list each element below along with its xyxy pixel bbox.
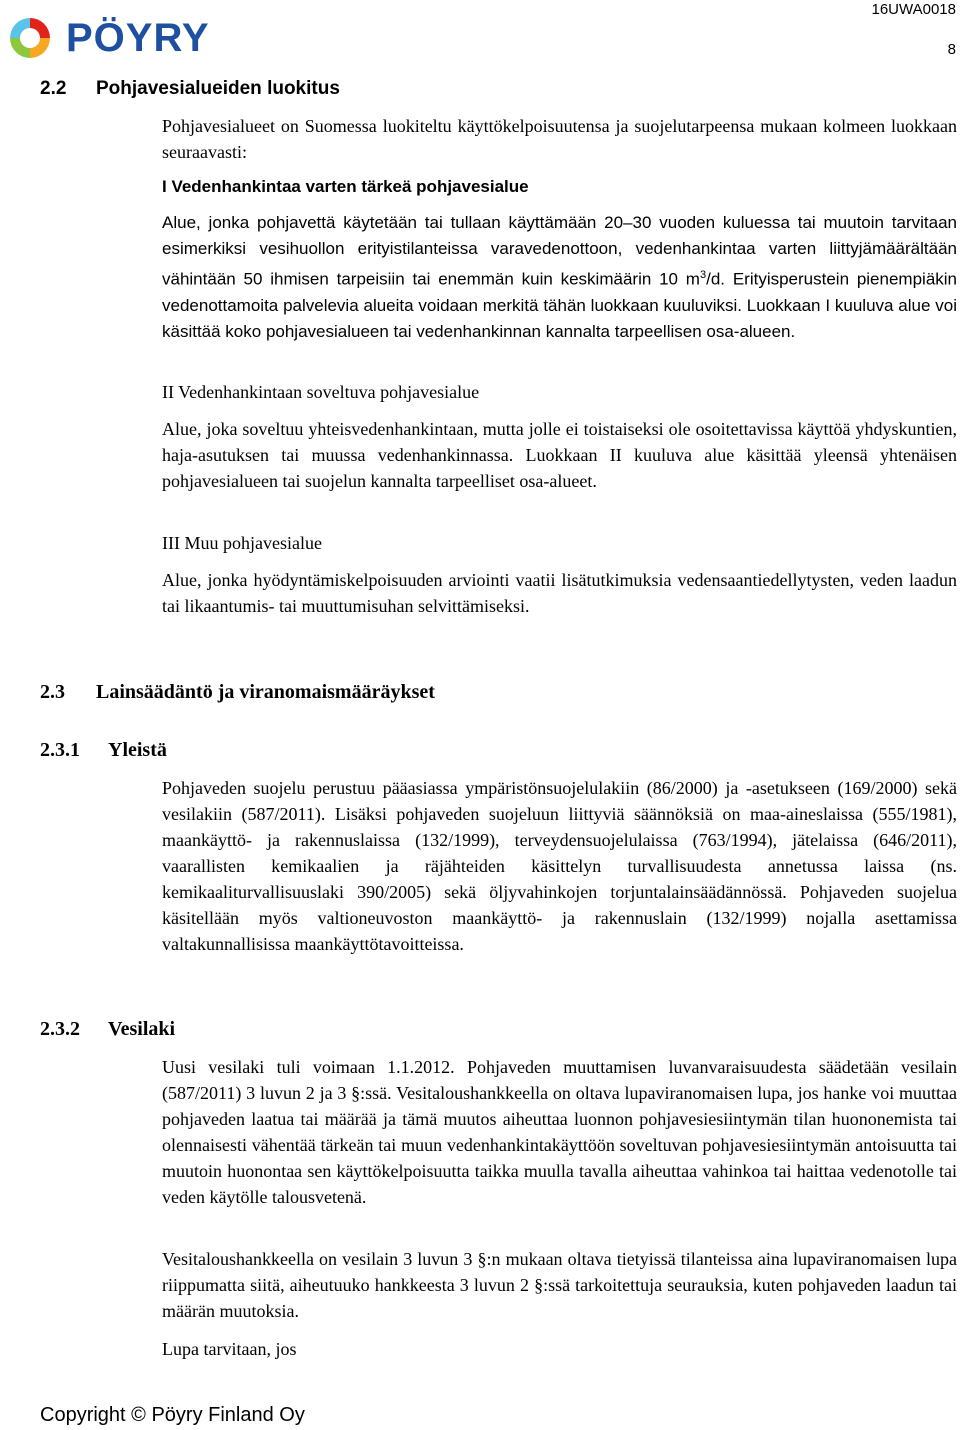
section-number: 2.3.2: [40, 1018, 80, 1040]
page-number: 8: [947, 41, 956, 58]
poyry-emblem-icon: [6, 14, 54, 62]
document-id: 16UWA0018: [871, 1, 956, 18]
yleista-paragraph: Pohjaveden suojelu perustuu pääasiassa ympäristönsuojelulakiin (86/2000) ja -asetukseen (169/2000) sekä vesilakiin (587/2011). Lisäksi pohjaveden suojeluun liittyviä säännöksiä on maa-aineslaissa (555/1981), maankäyttö- ja rakennuslaissa (132/1999), terveydensuojelulaissa (763/1994), jätelaissa (646/2011), vaarallisten kemikaalien ja räjähteiden käsittelyn turvallisuudesta annetussa laissa (ns. kemikaaliturvallisuuslaki 390/2005) sekä öljyvahinkojen torjuntalainsäädännössä. Pohjaveden suojelua käsitellään myös valtioneuvoston maankäyttö- ja rakennuslain (132/1999) nojalla asettamissa valtakunnallisissa maankäyttötavoitteissa.: [162, 778, 957, 954]
class-3-heading: III Muu pohjavesialue: [162, 533, 322, 553]
section-heading-2-3-1: [40, 740, 167, 760]
class-2-heading: II Vedenhankintaan soveltuva pohjavesialue: [162, 382, 480, 402]
class-2-paragraph: Alue, joka soveltuu yhteisvedenhankintaan, mutta jolle ei toistaiseksi ole osoitettavissa käyttöä yhdyskuntien, haja-asutuksen tai muussa vedenhankinnassa. Luokkaan II kuuluva alue käsittää yleensä yhtenäisen pohjavesialueen tai suojelun kannalta tarpeelliset osa-alueet.: [162, 419, 957, 491]
vesilaki-paragraph-1: Uusi vesilaki tuli voimaan 1.1.2012. Pohjaveden muuttamisen luvanvaraisuudesta säädetään vesilain (587/2011) 3 luvun 2 ja 3 §:ssä. Vesitaloushankkeella on oltava lupaviranomaisen lupa, jos hanke voi muuttaa pohjaveden laatua tai määrää ja tämä muutos aiheuttaa luonnon pohjavesiesiintymän tilan huononemista tai olennaisesti vähentää tärkeän tai muun vedenhankintakäyttöön soveltuvan pohjavesiesiintymän antoisuutta tai muutoin huonontaa sen käyttökelpoisuutta taikka muulla tavalla aiheuttaa vahinkoa tai haittaa vedenotolle tai veden käytölle talousvetenä.: [162, 1057, 957, 1207]
vesilaki-paragraph-3: Lupa tarvitaan, jos: [162, 1339, 297, 1359]
company-logo: [6, 14, 210, 62]
section-heading-2-3-2: [40, 1019, 175, 1039]
vesilaki-paragraph-2: Vesitaloushankkeella on vesilain 3 luvun 3 §:n mukaan oltava tietyissä tilanteissa aina lupaviranomaisen lupa riippumatta siitä, aiheutuuko hankkeesta 3 luvun 2 §:ssä tarkoitettuja seurauksia, kuten pohjaveden laadun tai määrän muutoksia.: [162, 1249, 957, 1321]
section-heading-2-3: [40, 682, 435, 702]
section-title: Vesilaki: [108, 1018, 176, 1040]
intro-paragraph: Pohjavesialueet on Suomessa luokiteltu käyttökelpoisuutensa ja suojelutarpeensa mukaan kolmeen luokkaan seuraavasti:: [162, 116, 957, 162]
logo-wordmark: PÖYRY: [66, 16, 210, 60]
footer-copyright: Copyright © Pöyry Finland Oy: [40, 1404, 305, 1426]
section-number: 2.3.1: [40, 739, 80, 761]
section-title: Lainsäädäntö ja viranomaismääräykset: [96, 681, 435, 703]
section-number: 2.2: [40, 78, 67, 99]
class-1-text-part-b: /d. Erityisperustein pienempiäkin vedenottamoita palvelevia alueita voidaan merkitä tähän luokkaan kuuluviksi. Luokkaan I kuuluva alue voi käsittää koko pohjavesialueen tai vedenhankinnan kannalta tarpeellisen osa-alueen.: [162, 269, 958, 341]
class-3-paragraph: Alue, jonka hyödyntämiskelpoisuuden arviointi vaatii lisätutkimuksia vedensaantiedellytysten, veden laadun tai likaantumis- tai muuttumisuhan selvittämiseksi.: [162, 570, 957, 616]
section-title: Yleistä: [108, 739, 167, 761]
class-1-text-part-a: Alue, jonka pohjavettä käytetään tai tullaan käyttämään 20–30 vuoden kuluessa tai muutoin tarvitaan esimerkiksi vesihuollon erityistilanteissa varavedenottoon, vedenhankintaa varten liittyjämäärältään vähintään 50 ihmisen tarpeisiin tai enemmän kuin keskimäärin 10 m: [162, 213, 957, 289]
section-number: 2.3: [40, 681, 65, 703]
section-title: Pohjavesialueiden luokitus: [96, 78, 340, 99]
section-heading-2-2: [40, 79, 340, 98]
superscript-cubed: 3: [699, 269, 707, 281]
class-1-heading: I Vedenhankintaa varten tärkeä pohjavesialue: [162, 177, 529, 196]
class-1-paragraph: [162, 210, 957, 345]
